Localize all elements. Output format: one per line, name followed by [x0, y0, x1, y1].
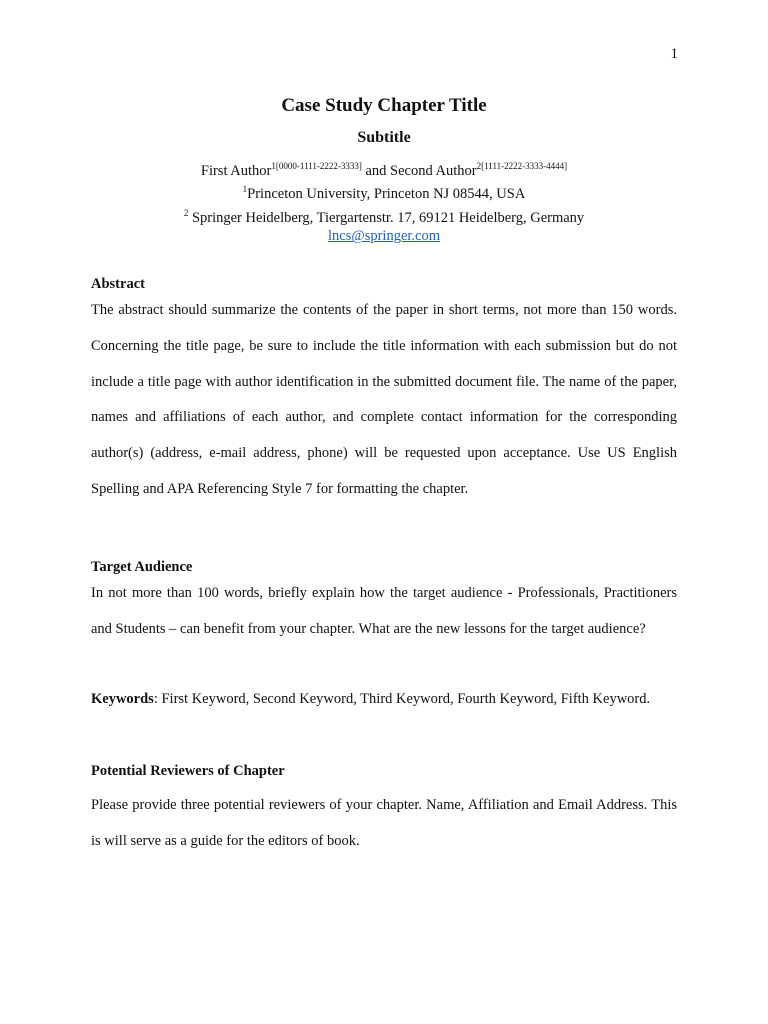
chapter-subtitle: Subtitle: [357, 129, 411, 146]
abstract-heading: Abstract: [91, 276, 145, 292]
reviewers-heading: Potential Reviewers of Chapter: [91, 763, 285, 779]
email-link[interactable]: lncs@springer.com: [327, 228, 440, 245]
target-audience-text: In not more than 100 words, briefly explain how the target audience - Professionals, Practitioners and Students – can benefit from your chapter. What are the new lessons for the target audience?: [91, 585, 677, 637]
keywords-label: Keywords: [91, 691, 154, 707]
target-audience-heading: Target Audience: [91, 559, 193, 575]
affiliation-2: [0, 204, 768, 228]
title-block: [0, 94, 768, 245]
reviewers-text: Please provide three potential reviewers of your chapter. Name, Affiliation and Email Address. This is will serve as a guide for the editors of book.: [91, 797, 677, 849]
reviewers-section: [91, 762, 677, 860]
chapter-title: Case Study Chapter Title: [281, 95, 487, 116]
author-connector: and: [361, 162, 391, 179]
abstract-section: [91, 275, 677, 508]
first-author-orcid: 1[0000-1111-2222-3333]: [271, 161, 362, 171]
second-author-orcid: 2[1111-2222-3333-4444]: [476, 161, 568, 171]
keywords-text: : First Keyword, Second Keyword, Third Keyword, Fourth Keyword, Fifth Keyword.: [153, 691, 651, 707]
affiliation-1: [0, 180, 768, 204]
first-author: First Author: [200, 162, 272, 179]
page-number: 1: [670, 46, 678, 62]
affiliation-2-number: 2: [183, 207, 189, 218]
target-audience-section: [91, 558, 677, 648]
keywords-section: [91, 690, 677, 708]
affiliation-1-text: Princeton University, Princeton NJ 08544, USA: [247, 185, 526, 202]
affiliation-1-number: 1: [242, 183, 248, 194]
abstract-text: The abstract should summarize the contents of the paper in short terms, not more than 150 words. Concerning the title page, be sure to include the title information with each submission but do not include a title page with author identification in the submitted document file. The name of the paper, names and affiliations of each author, and complete contact information for the corresponding author(s) (address, e-mail address, phone) will be requested upon acceptance. Use US English Spelling and APA Referencing Style 7 for formatting the chapter.: [91, 302, 677, 497]
affiliation-2-text: Springer Heidelberg, Tiergartenstr. 17, 69121 Heidelberg, Germany: [188, 209, 585, 226]
second-author: Second Author: [390, 162, 477, 179]
author-line: [0, 157, 768, 180]
